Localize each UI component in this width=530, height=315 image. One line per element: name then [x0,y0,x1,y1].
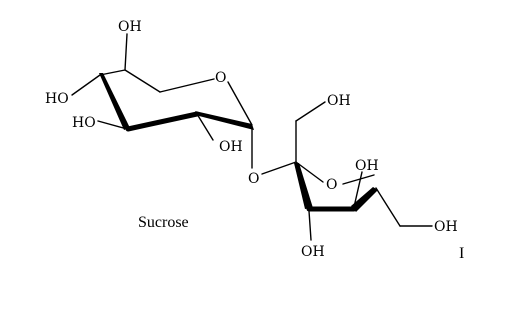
bond-glc-c4-c5 [100,70,125,75]
wedge-fru-c2-c3 [294,163,313,209]
label-glc-ring-o: O [215,70,227,86]
bond-fru-c1-oh [296,102,325,121]
label-glycosidic-o: O [248,171,260,187]
bond-glc-o-c1 [228,82,252,125]
text-cursor: I [459,245,465,262]
label-glc-c4-oh: HO [45,91,69,107]
bond-glc-c5-c6 [125,34,127,70]
bond-fru-c5-c6 [376,188,400,226]
bond-glc-c5-c5b [125,70,160,92]
bond-glc-c4-oh [72,75,100,95]
label-glc-c2-oh: OH [219,139,243,155]
bond-fru-o-c5 [343,175,374,184]
bond-glyco-fru-c2 [262,162,296,174]
label-fru-c1-oh: OH [327,93,351,109]
label-fru-c6-oh: OH [434,219,458,235]
wedge-glc-c4-c3 [99,73,130,130]
label-fru-c4-oh: OH [355,158,379,174]
bond-glc-c3-c2 [128,114,197,129]
molecule-name: Sucrose [138,214,189,231]
label-glc-c6-oh: OH [118,19,142,35]
label-fru-c3-oh: OH [301,244,325,260]
label-fru-ring-o: O [326,177,338,193]
bond-glc-c5-o [160,79,214,92]
bond-fru-c3-oh [309,211,311,240]
label-glc-c3-oh: HO [72,115,96,131]
